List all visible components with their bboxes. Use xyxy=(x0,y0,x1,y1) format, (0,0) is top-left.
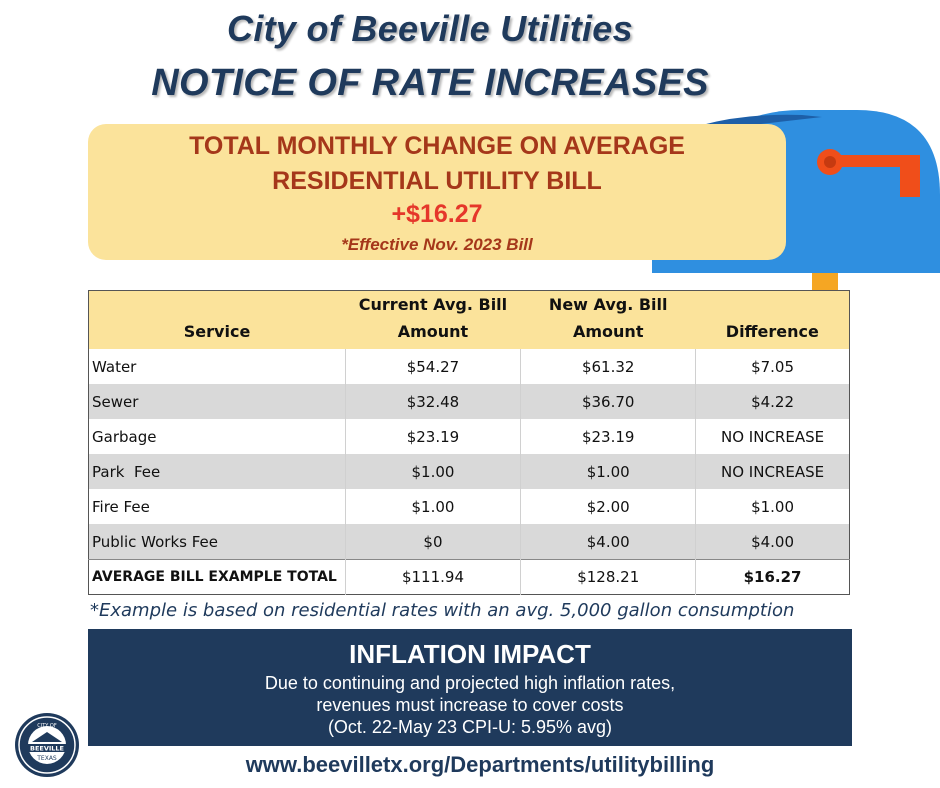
banner-effective-date: *Effective Nov. 2023 Bill xyxy=(341,235,533,254)
cell-current: $0 xyxy=(345,524,521,560)
cell-difference: $4.22 xyxy=(696,384,850,419)
cell-new: $36.70 xyxy=(521,384,696,419)
cell-new: $4.00 xyxy=(521,524,696,560)
seal-state: TEXAS xyxy=(37,755,57,762)
inflation-heading: INFLATION IMPACT xyxy=(349,639,591,669)
inflation-line-3: (Oct. 22-May 23 CPI-U: 5.95% avg) xyxy=(327,717,613,737)
cell-difference: $1.00 xyxy=(696,489,850,524)
table-row xyxy=(89,349,850,384)
cell-new: $61.32 xyxy=(521,349,696,384)
inflation-line-1: Due to continuing and projected high inflation rates, xyxy=(264,673,676,693)
footnote: *Example is based on residential rates with an avg. 5,000 gallon consumption xyxy=(90,600,795,621)
cell-current: $54.27 xyxy=(345,349,521,384)
header-new: New Avg. Bill Amount xyxy=(521,291,696,350)
page-subtitle: NOTICE OF RATE INCREASES xyxy=(151,62,709,104)
cell-service: Park Fee xyxy=(89,454,346,489)
cell-difference: NO INCREASE xyxy=(696,454,850,489)
cell-current: $32.48 xyxy=(345,384,521,419)
cell-difference: $7.05 xyxy=(696,349,850,384)
cell-service: Public Works Fee xyxy=(89,524,346,560)
table-row xyxy=(89,454,850,489)
utility-billing-link[interactable]: www.beevilletx.org/Departments/utilitybilling xyxy=(245,752,715,777)
cell-current: $23.19 xyxy=(345,419,521,454)
page-title: City of Beeville Utilities xyxy=(227,8,633,49)
cell-new: $2.00 xyxy=(521,489,696,524)
total-difference: $16.27 xyxy=(696,560,850,595)
cell-service: Water xyxy=(92,357,137,376)
header-difference: Difference xyxy=(696,291,850,350)
cell-new: $1.00 xyxy=(521,454,696,489)
total-label: AVERAGE BILL EXAMPLE TOTAL xyxy=(89,560,346,595)
banner-line-1: TOTAL MONTHLY CHANGE ON AVERAGE xyxy=(189,132,685,160)
total-current: $111.94 xyxy=(345,560,521,595)
rate-change-banner xyxy=(88,124,786,260)
inflation-line-2: revenues must increase to cover costs xyxy=(316,695,624,715)
header-current: Current Avg. Bill Amount xyxy=(345,291,521,350)
table-row xyxy=(89,524,850,560)
cell-service: Fire Fee xyxy=(92,497,150,516)
cell-service: Sewer xyxy=(89,384,346,419)
cell-difference: $4.00 xyxy=(696,524,850,560)
inflation-impact-box xyxy=(88,629,852,746)
seal-name: BEEVILLE xyxy=(29,744,65,753)
city-seal-logo xyxy=(14,712,80,778)
table-row xyxy=(89,419,850,454)
total-new: $128.21 xyxy=(521,560,696,595)
cell-difference: NO INCREASE xyxy=(696,419,850,454)
cell-service: Garbage xyxy=(92,427,157,446)
seal-top-text: CITY OF xyxy=(37,723,57,729)
cell-current: $1.00 xyxy=(345,454,521,489)
header-service: Service xyxy=(89,291,346,350)
banner-amount: +$16.27 xyxy=(391,200,483,228)
table-header-row xyxy=(89,291,850,350)
banner-line-2: RESIDENTIAL UTILITY BILL xyxy=(272,167,602,195)
table-row xyxy=(89,384,850,419)
cell-new: $23.19 xyxy=(521,419,696,454)
cell-current: $1.00 xyxy=(345,489,521,524)
rates-table xyxy=(88,290,850,595)
table-row xyxy=(89,489,850,524)
table-total-row xyxy=(89,560,850,595)
